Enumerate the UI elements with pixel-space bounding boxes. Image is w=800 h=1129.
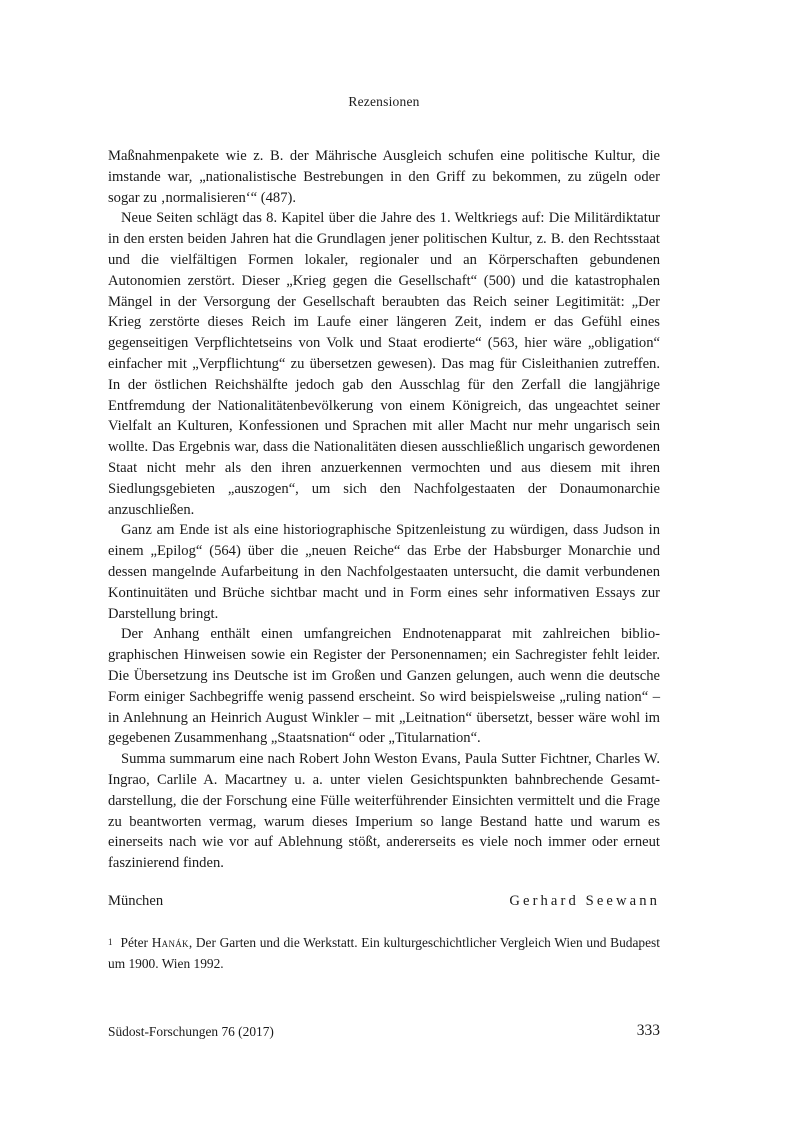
running-head: Rezensionen <box>348 94 420 109</box>
paragraph-1: Maßnahmenpakete wie z. B. der Mährische Ausgleich schufen eine politische Kultur, die imstande war, „nationalistische Bestrebungen in den Griff zu bekommen, zu zügeln oder sogar zu ‚normalisieren‘“ (487). <box>108 148 660 206</box>
footnote-author-last: Hanák <box>151 935 189 950</box>
signature-author: Gerhard Seewann <box>509 893 660 909</box>
document-page <box>108 0 660 1129</box>
signature-place: München <box>108 893 164 909</box>
footnote-marker: 1 <box>108 937 113 947</box>
footnote <box>108 933 660 974</box>
journal-citation: Südost-Forschungen 76 (2017) <box>108 1024 274 1039</box>
page-footer <box>108 1022 660 1046</box>
paragraph-5: Summa summarum eine nach Robert John Weston Evans, Paula Sutter Fichtner, Charles W. Ingrao, Carlile A. Macartney u. a. unter vielen Gesichtspunkten bahnbrechende Gesamtdarstellung, die der Forschung eine Fülle weiterführender Einsichten vermittelt und die Frage zu beantworten vermag, warum dieses Imperium so lange Bestand hatte und warum es einerseits nach wie vor auf Ablehnung stößt, andererseits es viele noch immer oder erneut faszinierend finden. <box>108 751 660 872</box>
footnote-author-first: Péter <box>120 935 149 950</box>
paragraph-3: Ganz am Ende ist als eine historiographische Spitzenleistung zu würdigen, dass Judson in einem „Epilog“ (564) über die „neuen Reiche“ das Erbe der Habsburger Monarchie und dessen mangelnde Aufarbeitung in den Nachfolgestaaten untersucht, die damit verbundenen Kontinuitäten und Brüche sichtbar macht und in Form eines sehr informativen Essays zur Darstellung bringt. <box>108 522 660 622</box>
review-signature <box>108 893 660 915</box>
review-body <box>108 146 660 874</box>
footnote-text: , Der Garten und die Werkstatt. Ein kulturgeschichtlicher Vergleich Wien und Budapest um 1900. Wien 1992. <box>108 935 660 971</box>
paragraph-2: Neue Seiten schlägt das 8. Kapitel über die Jahre des 1. Weltkriegs auf: Die Militärdiktatur in den ersten beiden Jahren hat die Grundlagen jener politischen Kultur, z. B. den Rechtsstaat und die vielfältigen Formen lokaler, regionaler und an Körperschaften gebundenen Autonomien zerstört. Dieser „Krieg gegen die Gesellschaft“ (500) und die katastrophalen Mängel in der Versorgung der Gesellschaft beraubten das Reich seiner Legitimität: „Der Krieg zerstörte dieses Reich im Laufe einer längeren Zeit, indem er das Gefühl eines gegenseitigen Verpflichtetseins von Volk und Staat erodierte“ (563, hier wäre „obligation“ einfacher mit „Verpflichtung“ zu übersetzen gewesen). Das mag für Cisleithanien zutreffen. In der östlichen Reichshälfte jedoch gab den Ausschlag für den Zerfall die langjährige Entfremdung der Nationalitätenbevölkerung von einem Königreich, das ungeachtet seiner Vielfalt an Kulturen, Konfessionen und Sprachen mit aller Macht nur mehr ungarisch sein wollte. Das Ergebnis war, dass die Nationalitäten diesen ausschließlich ungarisch gewordenen Staat nicht mehr als den ihren anzuerkennen vermochten und aus diesem mit ihren Siedlungsgebieten „auszogen“, um sich den Nachfolgestaaten der Donaumonarchie anzuschließen. <box>108 210 660 518</box>
paragraph-4: Der Anhang enthält einen umfangreichen Endnotenapparat mit zahlreichen bibliographischen Hinweisen sowie ein Register der Personennamen; ein Sachregister fehlt leider. Die Übersetzung ins Deutsche ist im Großen und Ganzen gelungen, auch wenn die deutsche Form einiger Sachbegriffe wenig passend erscheint. So wird beispielsweise „ruling nation“ – in Anlehnung an Heinrich August Winkler – mit „Leitnation“ übersetzt, besser wäre wohl im gegebenen Zusammenhang „Staatsnation“ oder „Titularnation“. <box>108 626 660 747</box>
page-number: 333 <box>636 1022 660 1039</box>
